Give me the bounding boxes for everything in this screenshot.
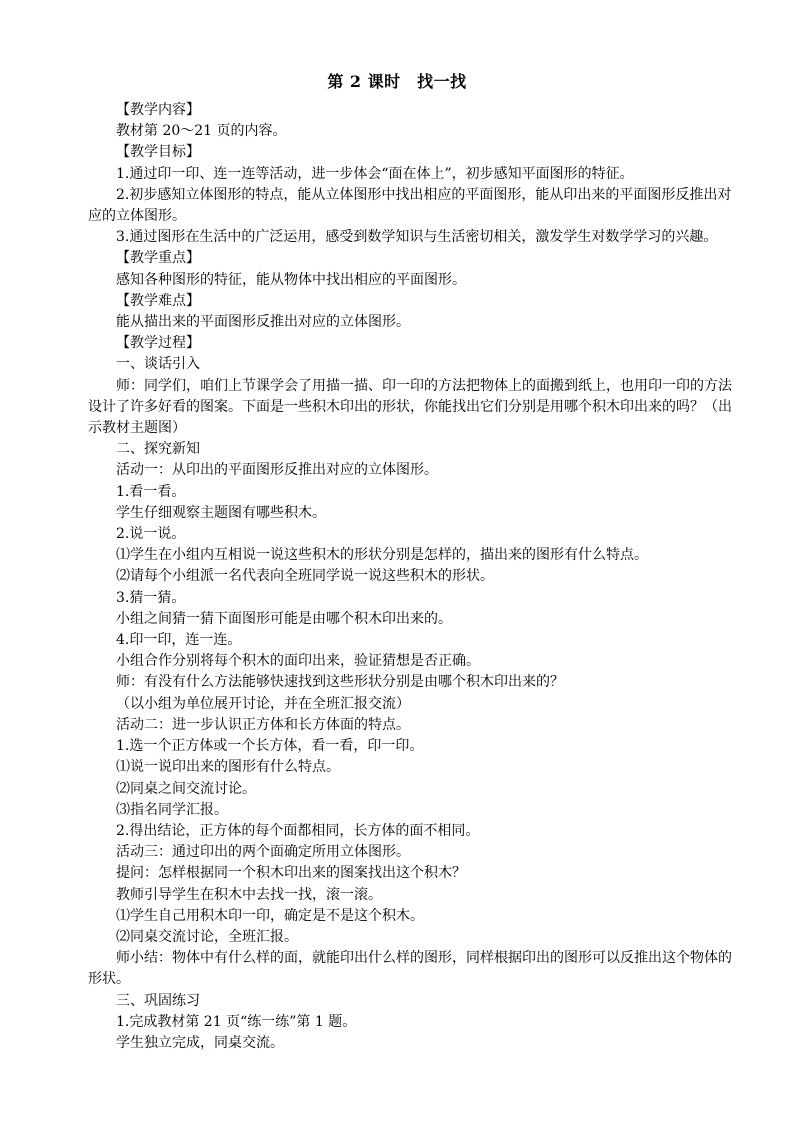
page-title: 第 2 课时 找一找 xyxy=(327,72,467,91)
paragraph: ⑴学生自己用积木印一印，确定是不是这个积木。 xyxy=(116,907,424,924)
paragraph: 提问：怎样根据同一个积木印出来的图案找出这个积木？ xyxy=(116,865,466,882)
paragraph: 2.初步感知立体图形的特点，能从立体图形中找出相应的平面图形，能从印出来的平面图形反推出对应的立体图形。 xyxy=(88,186,732,225)
paragraph: 活动一：从印出的平面图形反推出对应的立体图形。 xyxy=(116,462,438,479)
paragraph: 1.完成教材第 21 页“练一练”第 1 题。 xyxy=(116,1013,357,1030)
document-body xyxy=(88,100,733,1054)
paragraph: 能从描出来的平面图形反推出对应的立体图形。 xyxy=(116,314,410,331)
paragraph: 1.选一个正方体或一个长方体，看一看，印一印。 xyxy=(116,738,424,755)
paragraph: ⑵同桌之间交流讨论。 xyxy=(116,780,256,797)
paragraph: 教师引导学生在积木中去找一找，滚一滚。 xyxy=(116,886,382,903)
paragraph: 1.通过印一印、连一连等活动，进一步体会“面在体上”，初步感知平面图形的特征。 xyxy=(116,165,634,182)
section-heading-key-points: 【教学重点】 xyxy=(116,250,200,267)
paragraph: ⑶指名同学汇报。 xyxy=(116,801,228,818)
paragraph: 3.通过图形在生活中的广泛运用，感受到数学知识与生活密切相关，激发学生对数学学习的兴趣。 xyxy=(116,229,718,246)
paragraph: 师：有没有什么方法能够快速找到这些形状分别是由哪个积木印出来的？ xyxy=(116,674,564,691)
paragraph: 学生独立完成，同桌交流。 xyxy=(116,1034,284,1051)
paragraph: ⑵同桌交流讨论，全班汇报。 xyxy=(116,928,298,945)
section-heading-teaching-process: 【教学过程】 xyxy=(116,335,200,352)
paragraph: 师小结：物体中有什么样的面，就能印出什么样的图形，同样根据印出的图形可以反推出这个物体的形状。 xyxy=(88,950,732,988)
paragraph: ⑴说一说印出来的图形有什么特点。 xyxy=(116,759,340,776)
paragraph: 3.猜一猜。 xyxy=(116,589,186,606)
paragraph: 活动三：通过印出的两个面确定所用立体图形。 xyxy=(116,844,410,861)
section-heading-difficulties: 【教学难点】 xyxy=(116,292,200,309)
paragraph: 2.得出结论，正方体的每个面都相同，长方体的面不相同。 xyxy=(116,822,480,839)
paragraph: 小组合作分别将每个积木的面印出来，验证猜想是否正确。 xyxy=(116,653,480,670)
subheading-practice: 三、巩固练习 xyxy=(116,992,200,1009)
paragraph: 2.说一说。 xyxy=(116,526,186,543)
paragraph: 感知各种图形的特征，能从物体中找出相应的平面图形。 xyxy=(116,271,466,288)
subheading-introduction: 一、谈话引入 xyxy=(116,356,200,373)
paragraph: 师：同学们，咱们上节课学会了用描一描、印一印的方法把物体上的面搬到纸上，也用印一印的方法设计了许多好看的图案。下面是一些积木印出的形状，你能找出它们分别是用哪个积木印出来的吗？（出示教材主题图） xyxy=(88,377,732,437)
paragraph: 学生仔细观察主题图有哪些积木。 xyxy=(116,504,326,521)
paragraph: ⑵请每个小组派一名代表向全班同学说一说这些积木的形状。 xyxy=(116,568,494,585)
paragraph: 1.看一看。 xyxy=(116,483,186,500)
paragraph: 小组之间猜一猜下面图形可能是由哪个积木印出来的。 xyxy=(116,610,452,627)
paragraph: ⑴学生在小组内互相说一说这些积木的形状分别是怎样的，描出来的图形有什么特点。 xyxy=(116,547,648,564)
paragraph: 4.印一印，连一连。 xyxy=(116,632,242,649)
subheading-exploration: 二、探究新知 xyxy=(116,441,200,458)
section-heading-teaching-content: 【教学内容】 xyxy=(116,102,200,118)
paragraph: （以小组为单位展开讨论，并在全班汇报交流） xyxy=(116,695,410,712)
section-heading-teaching-goals: 【教学目标】 xyxy=(116,144,200,161)
paragraph: 教材第 20～21 页的内容。 xyxy=(116,123,287,140)
paragraph: 活动二：进一步认识正方体和长方体面的特点。 xyxy=(116,716,410,733)
